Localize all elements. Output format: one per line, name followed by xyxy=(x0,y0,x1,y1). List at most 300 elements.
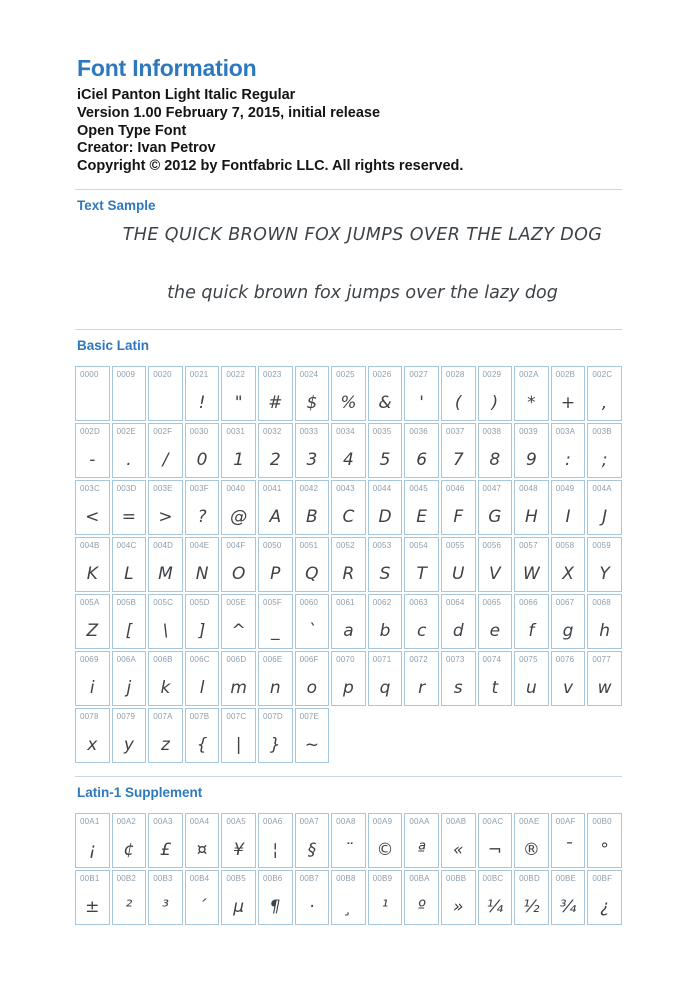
codepoint-label: 0024 xyxy=(299,369,319,379)
section-divider xyxy=(75,329,622,330)
codepoint-label: 0038 xyxy=(482,426,502,436)
glyph: 0 xyxy=(196,449,208,470)
char-cell xyxy=(221,870,256,925)
codepoint-label: 00A5 xyxy=(226,816,246,826)
codepoint-label: 0043 xyxy=(336,483,355,493)
glyph: j xyxy=(126,677,132,698)
char-cell xyxy=(551,651,586,706)
char-cell xyxy=(221,651,256,706)
char-cell xyxy=(368,537,403,592)
glyph: ¢ xyxy=(123,839,135,860)
codepoint-label: 00AE xyxy=(519,816,540,826)
glyph: D xyxy=(378,506,392,527)
glyph: R xyxy=(342,563,355,584)
glyph: K xyxy=(86,563,98,584)
codepoint-label: 0055 xyxy=(445,540,465,550)
codepoint-label: 0079 xyxy=(116,711,136,721)
glyph: n xyxy=(269,677,281,698)
char-cell xyxy=(75,423,110,478)
codepoint-label: 00AB xyxy=(445,816,467,826)
glyph: ² xyxy=(125,896,133,917)
glyph: e xyxy=(489,620,501,641)
char-cell xyxy=(75,870,110,925)
glyph: ª xyxy=(417,839,426,860)
codepoint-label: 0032 xyxy=(262,426,282,436)
codepoint-label: 004A xyxy=(592,483,612,493)
glyph: r xyxy=(418,677,426,698)
char-cell xyxy=(368,651,403,706)
char-row xyxy=(75,537,622,592)
char-cell xyxy=(221,423,256,478)
char-cell xyxy=(478,594,513,649)
codepoint-label: 002F xyxy=(153,426,173,436)
codepoint-label: 006F xyxy=(299,654,319,664)
codepoint-label: 0077 xyxy=(592,654,611,664)
codepoint-label: 006C xyxy=(189,654,210,664)
glyph: © xyxy=(376,839,394,860)
glyph: y xyxy=(123,734,134,755)
char-cell xyxy=(75,366,110,421)
codepoint-label: 00A2 xyxy=(116,816,137,826)
glyph: 6 xyxy=(416,449,428,470)
codepoint-label: 0039 xyxy=(519,426,538,436)
codepoint-label: 0030 xyxy=(189,426,209,436)
glyph: X xyxy=(562,563,574,584)
section-heading-basic-latin: Basic Latin xyxy=(77,337,150,353)
glyph: ¬ xyxy=(487,839,502,860)
char-cell xyxy=(258,366,293,421)
glyph: A xyxy=(269,506,282,527)
codepoint-label: 0036 xyxy=(409,426,428,436)
char-row xyxy=(75,480,622,535)
glyph: V xyxy=(489,563,501,584)
glyph: L xyxy=(124,563,134,584)
char-row xyxy=(75,870,622,925)
char-cell xyxy=(148,423,183,478)
char-cell xyxy=(75,594,110,649)
char-cell xyxy=(148,870,183,925)
codepoint-label: 0072 xyxy=(409,654,428,664)
codepoint-label: 0065 xyxy=(482,597,502,607)
codepoint-label: 0063 xyxy=(409,597,428,607)
char-row xyxy=(75,813,622,868)
char-cell xyxy=(112,651,147,706)
glyph: 5 xyxy=(379,449,391,470)
char-cell xyxy=(514,480,549,535)
codepoint-label: 0067 xyxy=(555,597,575,607)
char-cell xyxy=(551,813,586,868)
codepoint-label: 003F xyxy=(189,483,209,493)
char-cell xyxy=(478,870,513,925)
glyph: ~ xyxy=(304,734,319,755)
char-cell xyxy=(221,594,256,649)
glyph: ` xyxy=(307,620,317,641)
char-cell xyxy=(587,537,622,592)
char-row xyxy=(75,651,622,706)
glyph: ¡ xyxy=(88,839,96,860)
char-row xyxy=(75,366,622,421)
char-cell xyxy=(112,594,147,649)
char-cell xyxy=(587,423,622,478)
codepoint-label: 0068 xyxy=(592,597,611,607)
codepoint-label: 0026 xyxy=(372,369,392,379)
glyph: w xyxy=(597,677,612,698)
char-cell xyxy=(404,480,439,535)
glyph: + xyxy=(560,392,576,413)
char-cell xyxy=(368,870,403,925)
glyph: u xyxy=(526,677,537,698)
codepoint-label: 004E xyxy=(189,540,210,550)
codepoint-label: 0061 xyxy=(336,597,355,607)
char-cell xyxy=(441,813,476,868)
glyph: v xyxy=(562,677,574,698)
glyph: Y xyxy=(599,563,610,584)
char-cell xyxy=(478,813,513,868)
char-row xyxy=(75,423,622,478)
codepoint-label: 006E xyxy=(262,654,283,664)
glyph: d xyxy=(452,620,464,641)
char-cell xyxy=(478,537,513,592)
char-cell xyxy=(112,423,147,478)
char-row xyxy=(75,708,622,763)
char-cell xyxy=(331,651,366,706)
glyph: , xyxy=(601,392,608,413)
font-name-line: iCiel Panton Light Italic Regular xyxy=(77,87,296,103)
glyph: 1 xyxy=(233,449,245,470)
glyph: / xyxy=(162,449,169,470)
char-cell xyxy=(404,594,439,649)
codepoint-label: 00B0 xyxy=(592,816,612,826)
codepoint-label: 0033 xyxy=(299,426,319,436)
char-cell xyxy=(75,480,110,535)
codepoint-label: 00A4 xyxy=(189,816,210,826)
glyph: < xyxy=(85,506,100,527)
glyph: * xyxy=(527,392,536,413)
char-cell xyxy=(331,480,366,535)
char-cell xyxy=(441,537,476,592)
codepoint-label: 00A6 xyxy=(262,816,283,826)
char-cell xyxy=(514,423,549,478)
sample-lowercase: the quick brown fox jumps over the lazy dog xyxy=(167,282,558,303)
glyph: ¸ xyxy=(344,896,353,917)
codepoint-label: 0070 xyxy=(336,654,355,664)
char-cell xyxy=(75,708,110,763)
codepoint-label: 0075 xyxy=(519,654,538,664)
codepoint-label: 0046 xyxy=(445,483,465,493)
glyph: ) xyxy=(491,392,499,413)
char-cell xyxy=(185,594,220,649)
glyph: k xyxy=(160,677,171,698)
glyph: ± xyxy=(85,896,100,917)
codepoint-label: 004C xyxy=(116,540,137,550)
char-cell xyxy=(221,813,256,868)
glyph: 4 xyxy=(343,449,354,470)
codepoint-label: 005A xyxy=(80,597,100,607)
glyph: F xyxy=(453,506,464,527)
glyph: " xyxy=(234,392,243,413)
codepoint-label: 007A xyxy=(153,711,173,721)
char-cell xyxy=(258,480,293,535)
glyph: I xyxy=(565,506,571,527)
codepoint-label: 0048 xyxy=(519,483,538,493)
char-cell xyxy=(404,870,439,925)
glyph: ® xyxy=(522,839,540,860)
glyph: ! xyxy=(198,392,206,413)
glyph: ¯ xyxy=(563,839,573,860)
glyph: Z xyxy=(86,620,99,641)
glyph: - xyxy=(89,449,96,470)
char-cell xyxy=(587,651,622,706)
char-cell xyxy=(258,594,293,649)
glyph: _ xyxy=(271,620,280,641)
glyph: ° xyxy=(600,839,609,860)
char-cell xyxy=(185,870,220,925)
glyph: C xyxy=(342,506,355,527)
glyph: | xyxy=(235,734,242,755)
glyph: ¶ xyxy=(269,896,281,917)
codepoint-label: 00B1 xyxy=(80,873,100,883)
char-cell xyxy=(148,537,183,592)
section-divider xyxy=(75,776,622,777)
codepoint-label: 0047 xyxy=(482,483,502,493)
glyph: ; xyxy=(601,449,608,470)
glyph: Q xyxy=(305,563,319,584)
glyph: ¾ xyxy=(559,896,577,917)
codepoint-label: 00B3 xyxy=(153,873,173,883)
codepoint-label: 00B2 xyxy=(116,873,137,883)
glyph: h xyxy=(599,620,610,641)
glyph: ^ xyxy=(231,620,246,641)
char-cell xyxy=(478,480,513,535)
char-cell xyxy=(404,651,439,706)
glyph: ¥ xyxy=(233,839,245,860)
char-row xyxy=(75,594,622,649)
glyph: o xyxy=(306,677,318,698)
char-cell xyxy=(404,366,439,421)
char-cell xyxy=(368,480,403,535)
char-cell xyxy=(185,366,220,421)
char-cell xyxy=(587,480,622,535)
glyph: 7 xyxy=(452,449,464,470)
codepoint-label: 0059 xyxy=(592,540,611,550)
char-cell xyxy=(331,813,366,868)
char-cell xyxy=(441,594,476,649)
char-cell xyxy=(368,423,403,478)
codepoint-label: 0069 xyxy=(80,654,99,664)
char-cell xyxy=(221,366,256,421)
glyph: § xyxy=(307,839,317,860)
latin1-supplement-table xyxy=(75,813,622,925)
page-title: Font Information xyxy=(77,55,257,81)
codepoint-label: 005C xyxy=(153,597,174,607)
codepoint-label: 0074 xyxy=(482,654,502,664)
glyph: g xyxy=(562,620,574,641)
codepoint-label: 003D xyxy=(116,483,137,493)
font-copyright-line: Copyright © 2012 by Fontfabric LLC. All rights reserved. xyxy=(77,158,464,175)
codepoint-label: 00BD xyxy=(519,873,540,883)
glyph: p xyxy=(343,677,354,698)
codepoint-label: 005D xyxy=(189,597,210,607)
glyph: x xyxy=(87,734,98,755)
glyph: ´ xyxy=(197,896,207,917)
char-cell xyxy=(551,423,586,478)
codepoint-label: 0049 xyxy=(555,483,575,493)
glyph: 9 xyxy=(526,449,537,470)
codepoint-label: 00A1 xyxy=(80,816,100,826)
codepoint-label: 002E xyxy=(116,426,137,436)
section-heading-text-sample: Text Sample xyxy=(77,197,156,213)
codepoint-label: 0073 xyxy=(445,654,465,664)
glyph: ] xyxy=(198,620,206,641)
codepoint-label: 00B6 xyxy=(262,873,283,883)
glyph: 8 xyxy=(489,449,501,470)
glyph: m xyxy=(230,677,247,698)
codepoint-label: 0042 xyxy=(299,483,319,493)
codepoint-label: 0031 xyxy=(226,426,245,436)
codepoint-label: 0025 xyxy=(336,369,355,379)
glyph: G xyxy=(488,506,502,527)
glyph: ' xyxy=(419,392,424,413)
char-cell xyxy=(587,813,622,868)
glyph: q xyxy=(379,677,391,698)
glyph: ³ xyxy=(162,896,169,917)
char-cell xyxy=(514,366,549,421)
codepoint-label: 0050 xyxy=(262,540,282,550)
char-cell xyxy=(148,366,183,421)
glyph: i xyxy=(89,677,95,698)
char-cell xyxy=(75,537,110,592)
codepoint-label: 00BC xyxy=(482,873,504,883)
char-cell xyxy=(221,480,256,535)
char-cell xyxy=(551,366,586,421)
char-cell xyxy=(441,870,476,925)
char-cell xyxy=(112,813,147,868)
codepoint-label: 00A3 xyxy=(153,816,173,826)
codepoint-label: 0023 xyxy=(262,369,282,379)
char-cell xyxy=(478,651,513,706)
glyph: z xyxy=(161,734,170,755)
codepoint-label: 0054 xyxy=(409,540,428,550)
char-cell xyxy=(112,366,147,421)
char-cell xyxy=(551,537,586,592)
char-cell xyxy=(404,813,439,868)
codepoint-label: 007E xyxy=(299,711,320,721)
glyph: º xyxy=(417,896,426,917)
char-cell xyxy=(112,537,147,592)
codepoint-label: 0000 xyxy=(80,369,99,379)
glyph: ( xyxy=(454,392,462,413)
codepoint-label: 00BF xyxy=(592,873,613,883)
codepoint-label: 00A7 xyxy=(299,816,320,826)
codepoint-label: 006A xyxy=(116,654,137,664)
glyph: µ xyxy=(233,896,245,917)
glyph: N xyxy=(195,563,209,584)
codepoint-label: 007D xyxy=(262,711,283,721)
char-cell xyxy=(295,480,330,535)
char-cell xyxy=(368,366,403,421)
glyph: t xyxy=(491,677,499,698)
glyph: = xyxy=(121,506,137,527)
codepoint-label: 0022 xyxy=(226,369,245,379)
char-cell xyxy=(514,813,549,868)
codepoint-label: 003C xyxy=(80,483,100,493)
char-cell xyxy=(404,537,439,592)
char-cell xyxy=(258,870,293,925)
char-cell xyxy=(331,366,366,421)
glyph: # xyxy=(268,392,283,413)
glyph: U xyxy=(452,563,465,584)
section-heading-latin1-supplement: Latin-1 Supplement xyxy=(77,784,203,800)
sample-uppercase: THE QUICK BROWN FOX JUMPS OVER THE LAZY DOG xyxy=(122,224,603,245)
codepoint-label: 0009 xyxy=(116,369,136,379)
glyph: M xyxy=(158,563,173,584)
char-cell xyxy=(112,708,147,763)
char-cell xyxy=(148,651,183,706)
basic-latin-table xyxy=(75,366,622,763)
codepoint-label: 0034 xyxy=(336,426,355,436)
codepoint-label: 0058 xyxy=(555,540,575,550)
codepoint-label: 0056 xyxy=(482,540,502,550)
char-cell xyxy=(221,708,256,763)
char-cell xyxy=(587,870,622,925)
char-cell xyxy=(258,813,293,868)
codepoint-label: 004D xyxy=(153,540,174,550)
glyph: f xyxy=(528,620,535,641)
codepoint-label: 0064 xyxy=(445,597,465,607)
char-cell xyxy=(185,651,220,706)
glyph: ½ xyxy=(523,896,540,917)
codepoint-label: 0021 xyxy=(189,369,209,379)
codepoint-label: 004B xyxy=(80,540,100,550)
char-cell xyxy=(331,423,366,478)
char-cell xyxy=(258,651,293,706)
char-cell xyxy=(148,480,183,535)
codepoint-label: 00B8 xyxy=(336,873,356,883)
char-cell xyxy=(185,537,220,592)
codepoint-label: 00A8 xyxy=(336,816,356,826)
glyph: \ xyxy=(162,620,169,641)
codepoint-label: 00AA xyxy=(409,816,430,826)
char-cell xyxy=(112,480,147,535)
codepoint-label: 002D xyxy=(80,426,100,436)
glyph: · xyxy=(309,896,315,917)
char-cell xyxy=(258,423,293,478)
char-cell xyxy=(185,423,220,478)
glyph: ¿ xyxy=(600,896,610,917)
char-cell xyxy=(148,813,183,868)
glyph: E xyxy=(416,506,428,527)
codepoint-label: 00AC xyxy=(482,816,504,826)
codepoint-label: 0028 xyxy=(445,369,465,379)
glyph: J xyxy=(602,506,608,527)
char-cell xyxy=(404,423,439,478)
char-cell xyxy=(295,423,330,478)
codepoint-label: 0035 xyxy=(372,426,392,436)
char-cell xyxy=(441,423,476,478)
codepoint-label: 00BB xyxy=(445,873,467,883)
char-cell xyxy=(295,813,330,868)
codepoint-label: 002A xyxy=(519,369,539,379)
codepoint-label: 005B xyxy=(116,597,137,607)
codepoint-label: 0051 xyxy=(299,540,319,550)
char-cell xyxy=(514,870,549,925)
char-cell xyxy=(441,651,476,706)
glyph: . xyxy=(126,449,132,470)
codepoint-label: 003A xyxy=(555,426,576,436)
char-cell xyxy=(295,708,330,763)
glyph: T xyxy=(416,563,427,584)
glyph: l xyxy=(199,677,205,698)
